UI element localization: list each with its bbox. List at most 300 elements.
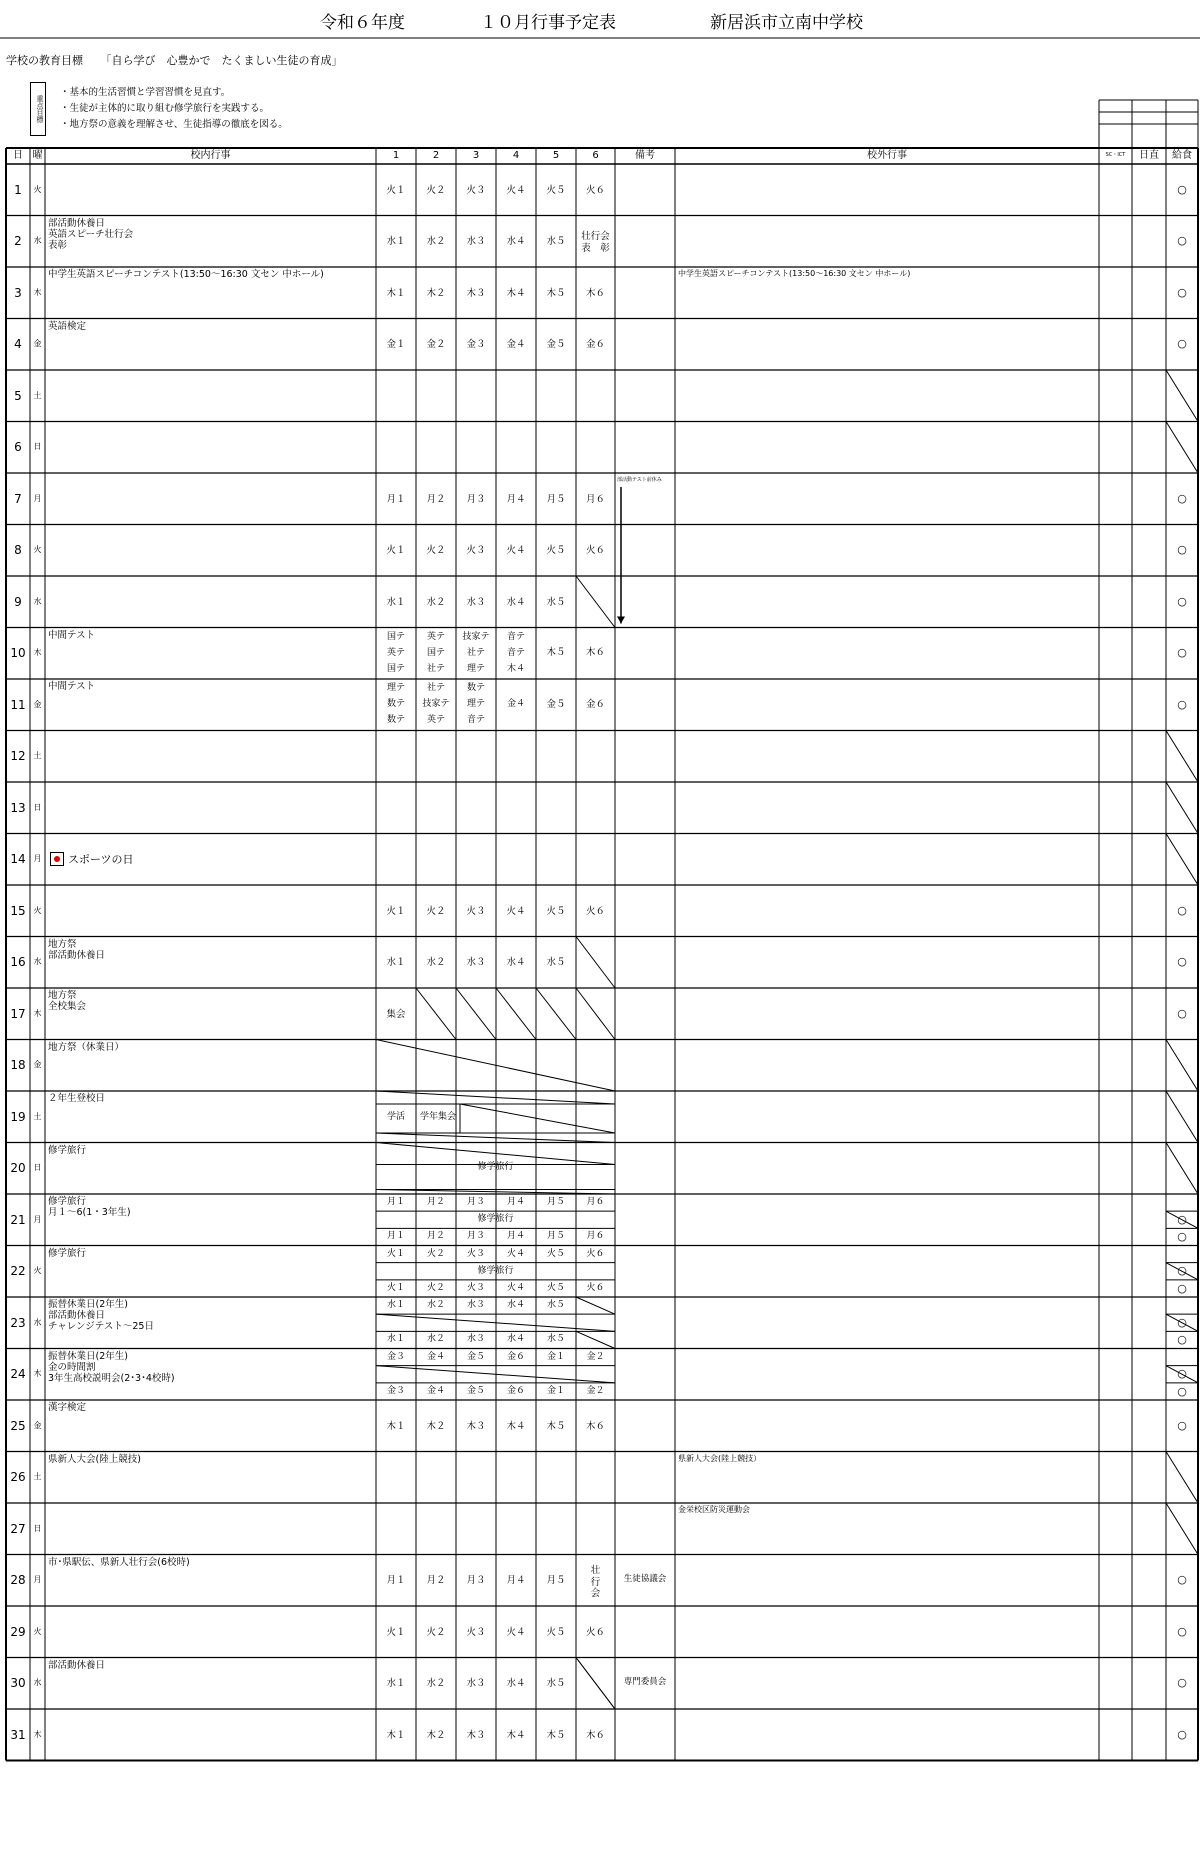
row-day: 22 <box>10 1264 26 1279</box>
period-cell: 水３ <box>466 957 486 969</box>
period-cell: 水３ <box>466 1334 485 1345</box>
period-cell: 水１ <box>386 1678 406 1690</box>
period-cell: 火３ <box>466 905 486 917</box>
period-cell: 月３ <box>466 493 486 505</box>
row-dow: 土 <box>33 751 42 761</box>
row-dow: 月 <box>33 493 42 503</box>
period-cell: 水４ <box>506 1678 526 1690</box>
row-day: 13 <box>10 800 26 815</box>
lunch-mark: ○ <box>1177 1418 1187 1432</box>
period-cell: 月４ <box>506 1197 525 1207</box>
col-header-period: 5 <box>552 150 560 161</box>
school-event: 漢字検定 <box>48 1402 87 1413</box>
row-dow: 木 <box>33 1729 42 1739</box>
period-cell: 火１ <box>386 1626 406 1638</box>
period-cell: 木１ <box>386 1420 406 1432</box>
period-cell: 集会 <box>386 1008 406 1020</box>
period-cell: 修学旅行 <box>477 1214 514 1225</box>
col-header-notes: 備考 <box>635 150 655 161</box>
test-cell: 社テ <box>466 647 485 658</box>
lunch-slash <box>1166 1503 1198 1555</box>
period-cell: 水２ <box>426 1334 445 1345</box>
period-cell: 火４ <box>506 545 526 557</box>
school-event: 地方祭（休業日） <box>48 1041 125 1053</box>
lunch-mark: ○ <box>1177 285 1187 299</box>
row-dow: 火 <box>33 1626 42 1636</box>
period-cell: 木４ <box>506 1420 526 1432</box>
period-cell: 火３ <box>466 545 486 557</box>
period-cell: 火４ <box>506 1282 525 1293</box>
period-cell: 月５ <box>546 1197 565 1207</box>
col-header-day: 日 <box>13 150 23 161</box>
period-cell: 水１ <box>386 1334 405 1345</box>
school-event: 中間テスト <box>48 681 96 692</box>
row-dow: 日 <box>33 802 42 812</box>
row-dow: 土 <box>33 390 42 400</box>
school-name: 新居浜市立南中学校 <box>710 13 863 33</box>
period-cell: 月１ <box>386 1575 406 1587</box>
col-header-duty: 日直 <box>1139 150 1159 161</box>
period-cell: 月５ <box>546 493 566 505</box>
school-event: 3年生高校説明会(2･3･4校時) <box>48 1372 175 1384</box>
school-event: 部活動休養日 <box>48 1659 106 1671</box>
row-day: 25 <box>10 1418 26 1433</box>
period-block-slash <box>460 1104 615 1133</box>
period-cell: 水４ <box>506 1334 525 1345</box>
period-cell: 火２ <box>426 1282 445 1293</box>
period-cell: 水３ <box>466 1300 485 1310</box>
test-cell: 英テ <box>426 631 445 642</box>
test-cell: 金４ <box>506 699 525 709</box>
row-dow: 木 <box>33 1369 42 1379</box>
period-cell: 火３ <box>466 1626 486 1638</box>
test-cell: 技家テ <box>422 699 450 709</box>
period-slash <box>576 937 615 989</box>
period-cell: 月４ <box>506 493 526 505</box>
school-event: 市･県駅伝、県新人壮行会(6校時) <box>48 1556 190 1568</box>
period-cell: 月２ <box>426 493 446 505</box>
period-cell: 金５ <box>466 1351 485 1362</box>
period-cell: 水４ <box>506 236 526 248</box>
focus-item: ・地方祭の意義を理解させ、生徒指導の徹底を図る。 <box>60 119 288 130</box>
period-cell: 水２ <box>426 596 446 608</box>
row-day: 2 <box>14 234 22 249</box>
notes-text: 生徒協議会 <box>623 1574 667 1585</box>
row-day: 21 <box>10 1212 26 1227</box>
period-cell: 金６ <box>585 698 605 710</box>
period-cell: 月６ <box>585 493 605 505</box>
period-cell: 金３ <box>386 1385 405 1396</box>
row-day: 4 <box>14 337 22 352</box>
lunch-mark: ○ <box>1177 1676 1187 1690</box>
test-cell: 技家テ <box>462 631 490 642</box>
period-cell: 木６ <box>585 287 605 299</box>
period-cell: 木４ <box>506 287 526 299</box>
row-day: 15 <box>10 903 26 918</box>
lunch-slash <box>1166 1143 1198 1195</box>
period-cell: 水２ <box>426 236 446 248</box>
row-dow: 月 <box>33 1214 42 1224</box>
lunch-mark: ○ <box>1177 337 1187 351</box>
period-cell: 火５ <box>546 545 566 557</box>
period-cell: 木２ <box>426 287 446 299</box>
period-cell: 水２ <box>426 957 446 969</box>
row-dow: 火 <box>33 184 42 194</box>
row-day: 8 <box>14 543 22 558</box>
row-dow: 土 <box>33 1111 42 1121</box>
period-cell: 金５ <box>546 698 566 710</box>
row-day: 16 <box>10 955 26 970</box>
test-cell: 国テ <box>426 647 445 658</box>
row-day: 28 <box>10 1573 26 1588</box>
period-cell: 金３ <box>386 1351 405 1362</box>
period-slash <box>576 1297 615 1314</box>
period-cell: 金５ <box>466 1385 485 1396</box>
row-day: 31 <box>10 1727 26 1742</box>
row-day: 3 <box>14 285 22 300</box>
col-header-period: 1 <box>392 150 400 161</box>
test-cell: 音テ <box>466 715 485 725</box>
row-dow: 月 <box>33 1575 42 1585</box>
focus-box-label: 重点目標 <box>30 82 46 136</box>
row-dow: 水 <box>33 1317 42 1327</box>
period-cell: 月２ <box>426 1197 445 1207</box>
lunch-mark: ○ <box>1177 955 1187 969</box>
col-header-school-events: 校内行事 <box>190 150 231 161</box>
period-cell: 火５ <box>546 184 566 196</box>
period-cell: 火５ <box>546 1626 566 1638</box>
lunch-slash <box>1166 370 1198 422</box>
row-day: 29 <box>10 1624 26 1639</box>
lunch-slash <box>1166 1040 1198 1092</box>
period-cell: 火３ <box>466 184 486 196</box>
school-event: 修学旅行 <box>48 1144 87 1156</box>
period-cell: 月２ <box>426 1575 446 1587</box>
page-title: １０月行事予定表 <box>480 13 616 33</box>
period-cell: 月４ <box>506 1231 525 1242</box>
test-cell: 理テ <box>386 683 405 693</box>
row-day: 26 <box>10 1470 26 1485</box>
period-cell: 金６ <box>506 1385 525 1396</box>
period-cell: 学年集会 <box>419 1112 456 1122</box>
period-cell: 水５ <box>546 1678 566 1690</box>
row-day: 23 <box>10 1315 26 1330</box>
period-cell: 水３ <box>466 236 486 248</box>
test-cell: 音テ <box>506 631 525 642</box>
test-cell: 数テ <box>386 715 405 725</box>
period-cell: 月５ <box>546 1231 565 1242</box>
period-cell: 火１ <box>386 905 406 917</box>
test-cell: 木４ <box>506 663 525 674</box>
row-dow: 水 <box>33 596 42 606</box>
row-dow: 金 <box>33 1420 42 1430</box>
period-cell: 火６ <box>585 905 605 917</box>
lunch-mark: ○ <box>1177 543 1187 557</box>
test-cell: 国テ <box>386 663 405 674</box>
period-cell: 木３ <box>466 287 486 299</box>
col-header-sc: SC・ICT <box>1105 152 1126 158</box>
school-event: 部活動休養日 <box>48 1310 106 1321</box>
lunch-slash <box>1166 1452 1198 1504</box>
row-dow: 金 <box>33 339 42 349</box>
lunch-slash <box>1166 834 1198 886</box>
test-cell: 音テ <box>506 647 525 658</box>
period-cell: 月３ <box>466 1231 485 1242</box>
row-dow: 月 <box>33 854 42 864</box>
col-header-lunch: 給食 <box>1172 150 1192 161</box>
school-event: 部活動休養日 <box>48 217 106 229</box>
row-dow: 水 <box>33 957 42 967</box>
lunch-mark: ○ <box>1177 1333 1187 1347</box>
arrow-down-icon <box>617 617 625 624</box>
lunch-mark: ○ <box>1177 491 1187 505</box>
period-cell: 水３ <box>466 596 486 608</box>
lunch-mark: ○ <box>1177 1624 1187 1638</box>
period-cell: 木６ <box>585 1729 605 1741</box>
school-event: 中学生英語スピーチコンテスト(13:50～16:30 文セン 中ホール) <box>48 269 324 280</box>
test-cell: 国テ <box>386 631 405 642</box>
period-cell: 火１ <box>386 1282 405 1293</box>
col-header-period: 4 <box>512 150 520 161</box>
period-cell: 月４ <box>506 1575 526 1587</box>
col-header-period: 2 <box>432 150 440 161</box>
period-cell: 学活 <box>386 1112 405 1122</box>
period-cell: 火１ <box>386 1248 405 1259</box>
row-day: 18 <box>10 1058 26 1073</box>
lunch-mark: ○ <box>1177 1230 1187 1244</box>
lunch-mark: ○ <box>1177 1212 1187 1226</box>
period-cell: 金６ <box>506 1351 525 1362</box>
fiscal-year: 令和６年度 <box>320 13 405 33</box>
period-cell: 月２ <box>426 1231 445 1242</box>
period-slash <box>496 988 536 1040</box>
test-cell: 英テ <box>426 715 445 725</box>
period-cell: 木２ <box>426 1729 446 1741</box>
period-cell: 木１ <box>386 287 406 299</box>
period-cell: 水２ <box>426 1300 445 1310</box>
period-cell: 火６ <box>586 1282 605 1293</box>
lunch-mark: ○ <box>1177 182 1187 196</box>
school-event: スポーツの日 <box>68 853 134 867</box>
period-cell: 火４ <box>506 1626 526 1638</box>
test-cell: 社テ <box>426 663 445 674</box>
period-cell: 金６ <box>585 339 605 351</box>
period-cell: 水５ <box>546 957 566 969</box>
row-day: 9 <box>14 594 22 609</box>
test-cell: 理テ <box>466 699 485 709</box>
row-dow: 土 <box>33 1472 42 1482</box>
lunch-mark: ○ <box>1177 903 1187 917</box>
period-cell: 水１ <box>386 1300 405 1310</box>
school-event: 中間テスト <box>48 629 96 641</box>
lunch-mark: ○ <box>1177 1727 1187 1741</box>
period-cell: 火５ <box>546 1248 565 1259</box>
row-day: 5 <box>14 388 22 403</box>
period-cell: 木３ <box>466 1729 486 1741</box>
period-cell: 火２ <box>426 1626 446 1638</box>
period-cell: 火４ <box>506 905 526 917</box>
row-day: 10 <box>10 646 26 661</box>
period-cell: 金１ <box>546 1351 565 1362</box>
period-slash <box>456 988 496 1040</box>
lunch-mark: ○ <box>1177 697 1187 711</box>
period-slash <box>576 1658 615 1710</box>
period-cell: 木２ <box>426 1420 446 1432</box>
lunch-mark: ○ <box>1177 594 1187 608</box>
period-cell: 水４ <box>506 957 526 969</box>
test-cell: 数テ <box>466 683 485 693</box>
period-slash <box>576 1331 615 1348</box>
goal-label: 学校の教育目標 <box>6 54 83 67</box>
period-cell: 金４ <box>506 339 526 351</box>
period-slash <box>536 988 576 1040</box>
col-header-period: 3 <box>472 150 480 161</box>
period-cell: 火４ <box>506 1248 525 1259</box>
period-cell: 水１ <box>386 236 406 248</box>
period-cell: 火５ <box>546 1282 565 1293</box>
period-cell: 木５ <box>546 1420 566 1432</box>
row-dow: 水 <box>33 1678 42 1688</box>
row-dow: 木 <box>33 1008 42 1018</box>
outside-event: 中学生英語スピーチコンテスト(13:50～16:30 文セン 中ホール) <box>678 269 911 278</box>
row-day: 30 <box>10 1676 26 1691</box>
row-day: 11 <box>10 697 26 712</box>
school-event: 部活動休養日 <box>48 949 106 961</box>
period-cell: 金１ <box>386 339 406 351</box>
lunch-mark: ○ <box>1177 1573 1187 1587</box>
row-day: 6 <box>14 440 22 455</box>
lunch-mark: ○ <box>1177 1281 1187 1295</box>
period-cell: 月６ <box>586 1197 605 1207</box>
period-cell: 水２ <box>426 1678 446 1690</box>
school-event: ２年生登校日 <box>48 1093 106 1104</box>
period-cell: 水４ <box>506 1300 525 1310</box>
period-cell: 水１ <box>386 957 406 969</box>
holiday-flag-icon <box>50 852 64 866</box>
period-cell: 火６ <box>585 184 605 196</box>
col-header-dow: 曜 <box>32 150 43 161</box>
row-dow: 火 <box>33 1266 42 1276</box>
period-cell: 木５ <box>546 647 566 659</box>
school-event: チャレンジテスト～25日 <box>48 1321 154 1332</box>
lunch-slash <box>1166 782 1198 834</box>
period-cell: 火３ <box>466 1282 485 1293</box>
notes-text: 専門委員会 <box>623 1677 667 1688</box>
school-event: 地方祭 <box>48 938 77 950</box>
school-event: 振替休業日(2年生) <box>48 1350 128 1362</box>
period-cell: 金１ <box>546 1385 565 1396</box>
period-cell: 水４ <box>506 596 526 608</box>
row-day: 19 <box>10 1109 26 1124</box>
school-event: 英語スピーチ壮行会 <box>48 228 134 240</box>
lunch-mark: ○ <box>1177 1315 1187 1329</box>
school-event: 月１～6(1・3年生) <box>48 1207 131 1218</box>
period-cell: 木３ <box>466 1420 486 1432</box>
lunch-mark: ○ <box>1177 1264 1187 1278</box>
period-cell: 金２ <box>586 1351 605 1362</box>
period-cell: 木４ <box>506 1729 526 1741</box>
notes-text: 部活動テスト前休み <box>617 477 662 483</box>
school-event: 修学旅行 <box>48 1196 87 1207</box>
period-cell: 火６ <box>585 1626 605 1638</box>
period-cell: 金４ <box>426 1351 445 1362</box>
period-cell: 月６ <box>586 1231 605 1242</box>
period-cell: 水５ <box>546 1300 565 1310</box>
row-dow: 水 <box>33 236 42 246</box>
period-cell: 月１ <box>386 493 406 505</box>
lunch-slash <box>1166 731 1198 783</box>
period-cell: 火２ <box>426 1248 445 1259</box>
school-event: 修学旅行 <box>48 1247 87 1259</box>
school-event: 振替休業日(2年生) <box>48 1299 128 1310</box>
outside-event: 金栄校区防災運動会 <box>678 1505 750 1514</box>
row-dow: 火 <box>33 545 42 555</box>
period-cell: 木６ <box>585 1420 605 1432</box>
test-cell: 理テ <box>466 663 485 674</box>
period-cell: 水３ <box>466 1678 486 1690</box>
period-cell: 壮 行 会 <box>590 1565 601 1600</box>
period-cell: 木５ <box>546 287 566 299</box>
row-dow: 日 <box>33 442 42 452</box>
row-day: 20 <box>10 1161 26 1176</box>
period-cell: 金４ <box>426 1385 445 1396</box>
period-cell: 修学旅行 <box>477 1162 514 1173</box>
period-cell: 火６ <box>585 545 605 557</box>
period-slash <box>576 576 615 628</box>
period-cell: 月３ <box>466 1197 485 1207</box>
test-cell: 社テ <box>426 683 445 693</box>
school-event: 表彰 <box>48 239 68 251</box>
row-dow: 火 <box>33 905 42 915</box>
school-event: 金の時間割 <box>48 1361 96 1373</box>
period-cell: 壮行会 表 彰 <box>581 231 610 254</box>
period-cell: 木６ <box>585 647 605 659</box>
focus-item: ・生徒が主体的に取り組む修学旅行を実践する。 <box>60 103 270 114</box>
period-cell: 金３ <box>466 339 486 351</box>
period-cell: 火１ <box>386 184 406 196</box>
period-cell: 修学旅行 <box>477 1265 514 1276</box>
school-event: 英語検定 <box>48 320 87 332</box>
school-event: 地方祭 <box>48 990 77 1001</box>
row-day: 14 <box>10 852 26 867</box>
period-cell: 木５ <box>546 1729 566 1741</box>
row-dow: 日 <box>33 1523 42 1533</box>
period-cell: 火６ <box>586 1248 605 1259</box>
lunch-mark: ○ <box>1177 1367 1187 1381</box>
period-cell: 金２ <box>426 339 446 351</box>
period-slash <box>576 988 615 1040</box>
row-day: 17 <box>10 1006 26 1021</box>
period-cell: 月１ <box>386 1197 405 1207</box>
row-day: 7 <box>14 491 22 506</box>
lunch-slash <box>1166 422 1198 474</box>
period-cell: 月５ <box>546 1575 566 1587</box>
period-cell: 火２ <box>426 905 446 917</box>
test-cell: 数テ <box>386 699 405 709</box>
lunch-mark: ○ <box>1177 1384 1187 1398</box>
period-slash <box>416 988 456 1040</box>
col-header-period: 6 <box>592 150 599 161</box>
outside-event: 県新人大会(陸上競技） <box>678 1453 762 1463</box>
focus-item: ・基本的生活習慣と学習習慣を見直す。 <box>60 87 231 98</box>
col-header-outside-events: 校外行事 <box>867 150 907 161</box>
row-dow: 木 <box>33 648 42 658</box>
row-dow: 金 <box>33 699 42 709</box>
period-cell: 水５ <box>546 236 566 248</box>
period-cell: 火２ <box>426 184 446 196</box>
holiday-dot-icon <box>54 856 60 862</box>
period-cell: 水１ <box>386 596 406 608</box>
